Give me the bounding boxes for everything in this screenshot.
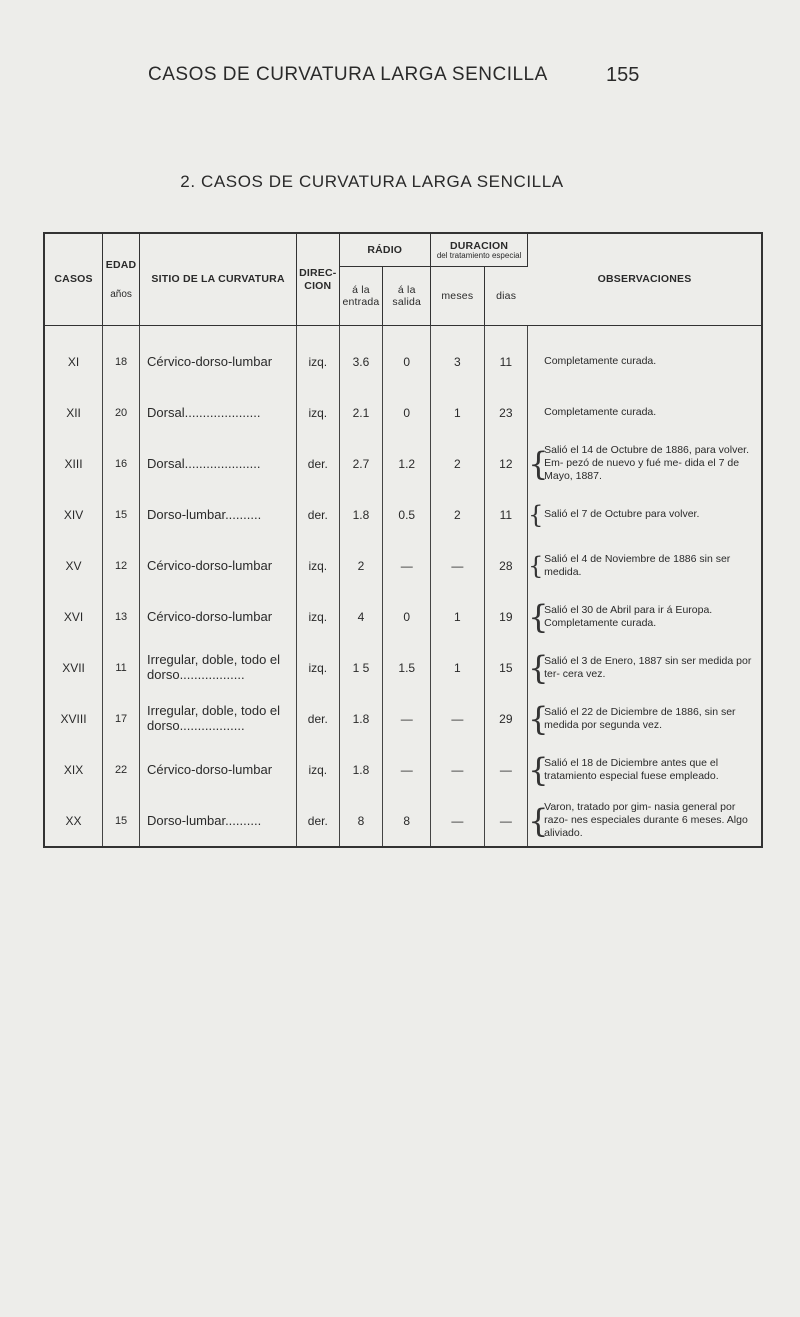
table-row (44, 744, 762, 795)
cell-direccion: der. (297, 438, 339, 489)
cell-edad: 15 (103, 795, 140, 847)
cell-radio-entrada: 2.7 (339, 438, 383, 489)
cell-direccion: der. (297, 693, 339, 744)
brace-icon: { (528, 597, 549, 636)
header-sitio: SITIO DE LA CURVATURA (140, 233, 297, 326)
cell-observaciones (528, 438, 762, 489)
cell-observaciones (528, 591, 762, 642)
header-dias: dias (484, 267, 528, 326)
cell-radio-salida: 0 (383, 591, 431, 642)
cell-sitio: Cérvico-dorso-lumbar (140, 540, 297, 591)
cell-direccion: izq. (297, 387, 339, 438)
cell-direccion: izq. (297, 642, 339, 693)
cell-dias: 23 (484, 387, 528, 438)
cell-sitio: Cérvico-dorso-lumbar (140, 591, 297, 642)
cell-radio-salida: — (383, 540, 431, 591)
cell-radio-salida: 8 (383, 795, 431, 847)
cell-edad: 20 (103, 387, 140, 438)
cell-edad: 13 (103, 591, 140, 642)
cell-caso: XVI (44, 591, 103, 642)
cell-dias: 11 (484, 489, 528, 540)
cell-caso: XV (44, 540, 103, 591)
cell-edad: 12 (103, 540, 140, 591)
obs-text: Salió el 22 de Diciembre de 1886, sin ser medida por segunda vez. (544, 705, 736, 731)
cell-meses: 2 (431, 489, 485, 540)
cell-observaciones (528, 387, 762, 438)
cell-radio-salida: 1.5 (383, 642, 431, 693)
cell-radio-entrada: 8 (339, 795, 383, 847)
cell-sitio: Dorso-lumbar.......... (140, 489, 297, 540)
cell-radio-entrada: 1.8 (339, 693, 383, 744)
cell-sitio: Cérvico-dorso-lumbar (140, 744, 297, 795)
header-duracion-sub: del tratamiento especial (436, 250, 522, 260)
cell-observaciones (528, 642, 762, 693)
cell-direccion: der. (297, 795, 339, 847)
cell-direccion: der. (297, 489, 339, 540)
cell-sitio: Irregular, doble, todo el dorso.................. (140, 693, 297, 744)
cell-direccion: izq. (297, 744, 339, 795)
cell-edad: 15 (103, 489, 140, 540)
cell-dias: 15 (484, 642, 528, 693)
cell-radio-entrada: 2.1 (339, 387, 383, 438)
cell-radio-salida: — (383, 693, 431, 744)
cell-edad: 18 (103, 326, 140, 388)
cell-radio-salida: 0.5 (383, 489, 431, 540)
cell-sitio: Dorsal..................... (140, 438, 297, 489)
cell-sitio: Cérvico-dorso-lumbar (140, 326, 297, 388)
cell-radio-salida: — (383, 744, 431, 795)
running-head (0, 64, 800, 94)
cell-sitio: Irregular, doble, todo el dorso.................. (140, 642, 297, 693)
header-edad (103, 233, 140, 326)
cell-caso: XVII (44, 642, 103, 693)
obs-text: Completamente curada. (544, 355, 657, 368)
cell-observaciones (528, 693, 762, 744)
cell-dias: 12 (484, 438, 528, 489)
cell-direccion: izq. (297, 326, 339, 388)
cell-edad: 22 (103, 744, 140, 795)
cell-radio-entrada: 1 5 (339, 642, 383, 693)
section-title-text: 2. CASOS DE CURVATURA LARGA SENCILLA (180, 172, 564, 191)
header-radio-salida: á la salida (383, 267, 431, 326)
table-row (44, 489, 762, 540)
cell-meses: 3 (431, 326, 485, 388)
header-observaciones: OBSERVACIONES (528, 233, 762, 326)
cell-meses: 1 (431, 387, 485, 438)
cell-caso: XI (44, 326, 103, 388)
cell-caso: XIX (44, 744, 103, 795)
obs-text: Salió el 3 de Enero, 1887 sin ser medida por ter- cera vez. (544, 654, 752, 680)
cell-meses: 1 (431, 642, 485, 693)
cell-meses: — (431, 795, 485, 847)
cases-table (43, 232, 763, 848)
table-row (44, 438, 762, 489)
cell-sitio: Dorsal..................... (140, 387, 297, 438)
cell-sitio: Dorso-lumbar.......... (140, 795, 297, 847)
cell-observaciones (528, 540, 762, 591)
brace-icon: { (528, 699, 549, 738)
brace-icon: { (528, 648, 549, 687)
table-row (44, 642, 762, 693)
brace-icon: { (528, 801, 549, 840)
header-radio: RÁDIO (339, 233, 431, 267)
header-duracion (431, 233, 528, 267)
cell-dias: 29 (484, 693, 528, 744)
cell-dias: 28 (484, 540, 528, 591)
cell-caso: XII (44, 387, 103, 438)
cell-radio-salida: 0 (383, 387, 431, 438)
header-meses: meses (431, 267, 485, 326)
header-edad-label: EDAD (105, 258, 137, 271)
cell-dias: 19 (484, 591, 528, 642)
header-radio-entrada: á la entrada (339, 267, 383, 326)
cell-dias: — (484, 744, 528, 795)
obs-text: Salió el 14 de Octubre de 1886, para volver. Em- pezó de nuevo y fué me- dida el 7 de Mayo, 1887. (544, 444, 749, 482)
brace-icon: { (528, 750, 549, 789)
section-title (0, 172, 800, 192)
obs-text: Salió el 7 de Octubre para volver. (544, 508, 700, 521)
cell-direccion: izq. (297, 540, 339, 591)
cell-caso: XIII (44, 438, 103, 489)
header-duracion-label: DURACION (449, 239, 509, 252)
table-row (44, 591, 762, 642)
cell-edad: 17 (103, 693, 140, 744)
page-number: 155 (606, 64, 640, 86)
cell-observaciones (528, 744, 762, 795)
table-row (44, 326, 762, 388)
cell-radio-salida: 1.2 (383, 438, 431, 489)
cell-meses: — (431, 744, 485, 795)
cell-radio-salida: 0 (383, 326, 431, 388)
cell-caso: XIV (44, 489, 103, 540)
obs-text: Salió el 30 de Abril para ir á Europa. Completamente curada. (544, 603, 713, 629)
cell-radio-entrada: 2 (339, 540, 383, 591)
cell-observaciones (528, 326, 762, 388)
cell-meses: — (431, 693, 485, 744)
cell-radio-entrada: 1.8 (339, 744, 383, 795)
brace-icon: { (528, 500, 544, 529)
cell-dias: 11 (484, 326, 528, 388)
table-row (44, 795, 762, 847)
cell-direccion: izq. (297, 591, 339, 642)
obs-text: Completamente curada. (544, 406, 657, 419)
header-direccion: DIREC- CION (297, 233, 339, 326)
cell-radio-entrada: 1.8 (339, 489, 383, 540)
cell-dias: — (484, 795, 528, 847)
cell-caso: XVIII (44, 693, 103, 744)
cell-edad: 11 (103, 642, 140, 693)
obs-text: Salió el 4 de Noviembre de 1886 sin ser medida. (544, 552, 731, 578)
cell-radio-entrada: 3.6 (339, 326, 383, 388)
cell-observaciones (528, 795, 762, 847)
table-row (44, 693, 762, 744)
cell-edad: 16 (103, 438, 140, 489)
header-casos: CASOS (44, 233, 103, 326)
running-head-title: CASOS DE CURVATURA LARGA SENCILLA (148, 64, 548, 85)
cell-observaciones (528, 489, 762, 540)
obs-text: Varon, tratado por gim- nasia general por razo- nes especiales durante 6 meses. Algo aliviado. (544, 801, 748, 839)
cell-meses: 1 (431, 591, 485, 642)
cell-meses: 2 (431, 438, 485, 489)
header-edad-unit: años (110, 289, 132, 301)
obs-text: Salió el 18 de Diciembre antes que el tratamiento especial fuese empleado. (544, 756, 719, 782)
cell-caso: XX (44, 795, 103, 847)
brace-icon: { (528, 551, 544, 580)
cell-radio-entrada: 4 (339, 591, 383, 642)
table-row (44, 387, 762, 438)
cell-meses: — (431, 540, 485, 591)
table-row (44, 540, 762, 591)
brace-icon: { (528, 444, 549, 483)
